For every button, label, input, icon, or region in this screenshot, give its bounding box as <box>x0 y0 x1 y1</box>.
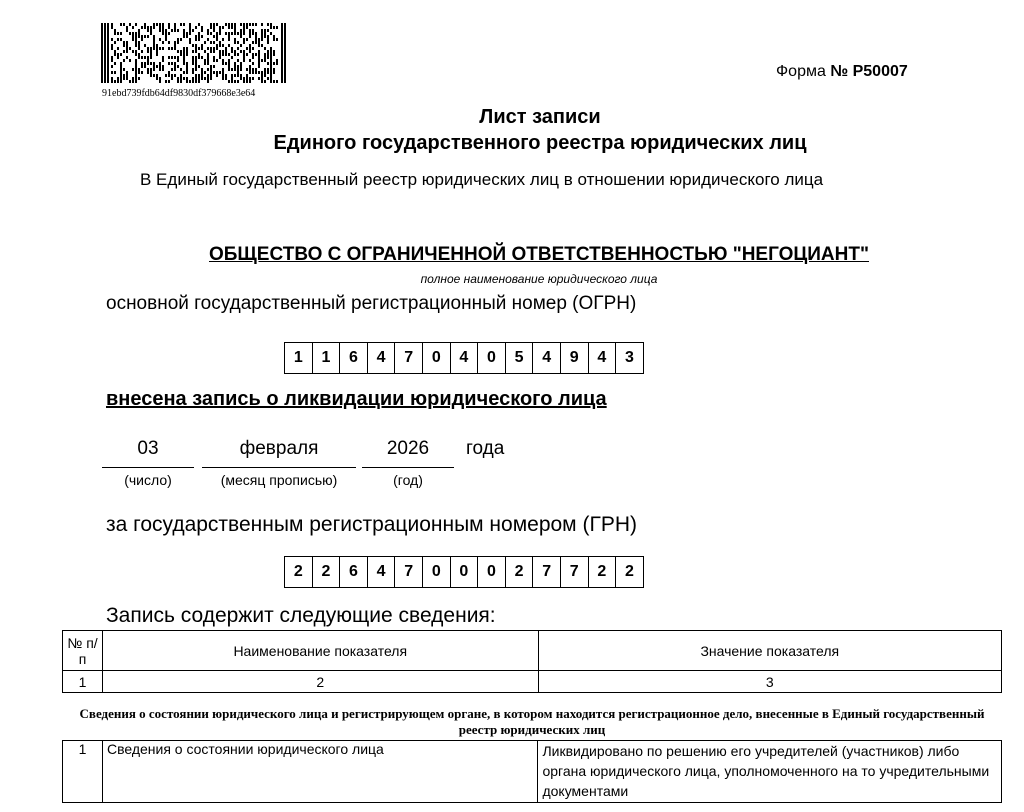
info-table-body <box>62 740 1002 803</box>
ogrn-digit: 9 <box>560 342 589 374</box>
grn-digit: 7 <box>560 556 589 588</box>
date-day: 03 <box>137 438 159 459</box>
grn-digit: 0 <box>450 556 479 588</box>
grn-digit: 2 <box>505 556 534 588</box>
index-cell: 2 <box>102 671 538 693</box>
date-day-line <box>102 467 194 468</box>
grn-label: за государственным регистрационным номером (ГРН) <box>106 513 637 536</box>
date-day-caption: (число) <box>124 472 172 488</box>
row-value: Ликвидировано по решению его учредителей (участников) либо органа юридического лица, уполномоченного на то учредительными документами <box>538 741 1002 803</box>
grn-digit: 2 <box>312 556 341 588</box>
date-month-caption: (месяц прописью) <box>220 472 338 488</box>
grn-number <box>285 556 644 588</box>
ogrn-digit: 1 <box>284 342 313 374</box>
column-header-name: Наименование показателя <box>102 631 538 671</box>
grn-digit: 2 <box>284 556 313 588</box>
entry-action: внесена запись о ликвидации юридического лица <box>106 388 607 410</box>
organization-name-caption: полное наименование юридического лица <box>420 272 658 286</box>
ogrn-digit: 4 <box>532 342 561 374</box>
info-table-header <box>62 630 1002 693</box>
ogrn-digit: 4 <box>588 342 617 374</box>
ogrn-digit: 1 <box>312 342 341 374</box>
date-year-word: года <box>466 438 505 459</box>
section-title: Сведения о состоянии юридического лица и регистрирующем органе, в котором находится регистрационное дело, внесенные в Единый государственный реестр юридических лиц <box>79 706 985 737</box>
column-header-number: № п/п <box>63 631 103 671</box>
barcode-code: 91ebd739fdb64df9830df379668e3e64 <box>102 88 256 99</box>
ogrn-digit: 0 <box>422 342 451 374</box>
intro-text: В Единый государственный реестр юридических лиц в отношении юридического лица <box>140 170 824 189</box>
ogrn-label: основной государственный регистрационный номер (ОГРН) <box>106 293 637 314</box>
barcode-image <box>101 23 287 83</box>
ogrn-digit: 4 <box>450 342 479 374</box>
form-prefix: Форма <box>776 63 831 80</box>
grn-digit: 4 <box>367 556 396 588</box>
column-header-value: Значение показателя <box>538 631 1001 671</box>
index-cell: 3 <box>538 671 1001 693</box>
document-title: Лист записи <box>479 106 601 128</box>
table-index-row <box>63 671 1002 693</box>
ogrn-digit: 6 <box>339 342 368 374</box>
ogrn-digit: 7 <box>394 342 423 374</box>
ogrn-digit: 5 <box>505 342 534 374</box>
ogrn-digit: 4 <box>367 342 396 374</box>
grn-digit: 6 <box>339 556 368 588</box>
ogrn-digit: 0 <box>477 342 506 374</box>
ogrn-number <box>285 342 644 374</box>
grn-digit: 0 <box>422 556 451 588</box>
date-year: 2026 <box>386 438 430 459</box>
grn-digit: 7 <box>394 556 423 588</box>
table-intro: Запись содержит следующие сведения: <box>106 604 496 627</box>
date-year-line <box>362 467 454 468</box>
table-header-row <box>63 631 1002 671</box>
date-month: февраля <box>239 438 319 459</box>
form-number <box>776 63 908 81</box>
table-row <box>63 741 1002 803</box>
form-number-value: № Р50007 <box>830 63 908 80</box>
organization-name: ОБЩЕСТВО С ОГРАНИЧЕННОЙ ОТВЕТСТВЕННОСТЬЮ "НЕГОЦИАНТ" <box>209 244 869 265</box>
row-number: 1 <box>63 741 103 803</box>
date-month-line <box>202 467 356 468</box>
document-subtitle: Единого государственного реестра юридических лиц <box>273 132 807 154</box>
date-year-caption: (год) <box>393 472 423 488</box>
grn-digit: 2 <box>615 556 644 588</box>
index-cell: 1 <box>63 671 103 693</box>
grn-digit: 7 <box>532 556 561 588</box>
grn-digit: 0 <box>477 556 506 588</box>
ogrn-digit: 3 <box>615 342 644 374</box>
grn-digit: 2 <box>588 556 617 588</box>
row-name: Сведения о состоянии юридического лица <box>102 741 538 803</box>
